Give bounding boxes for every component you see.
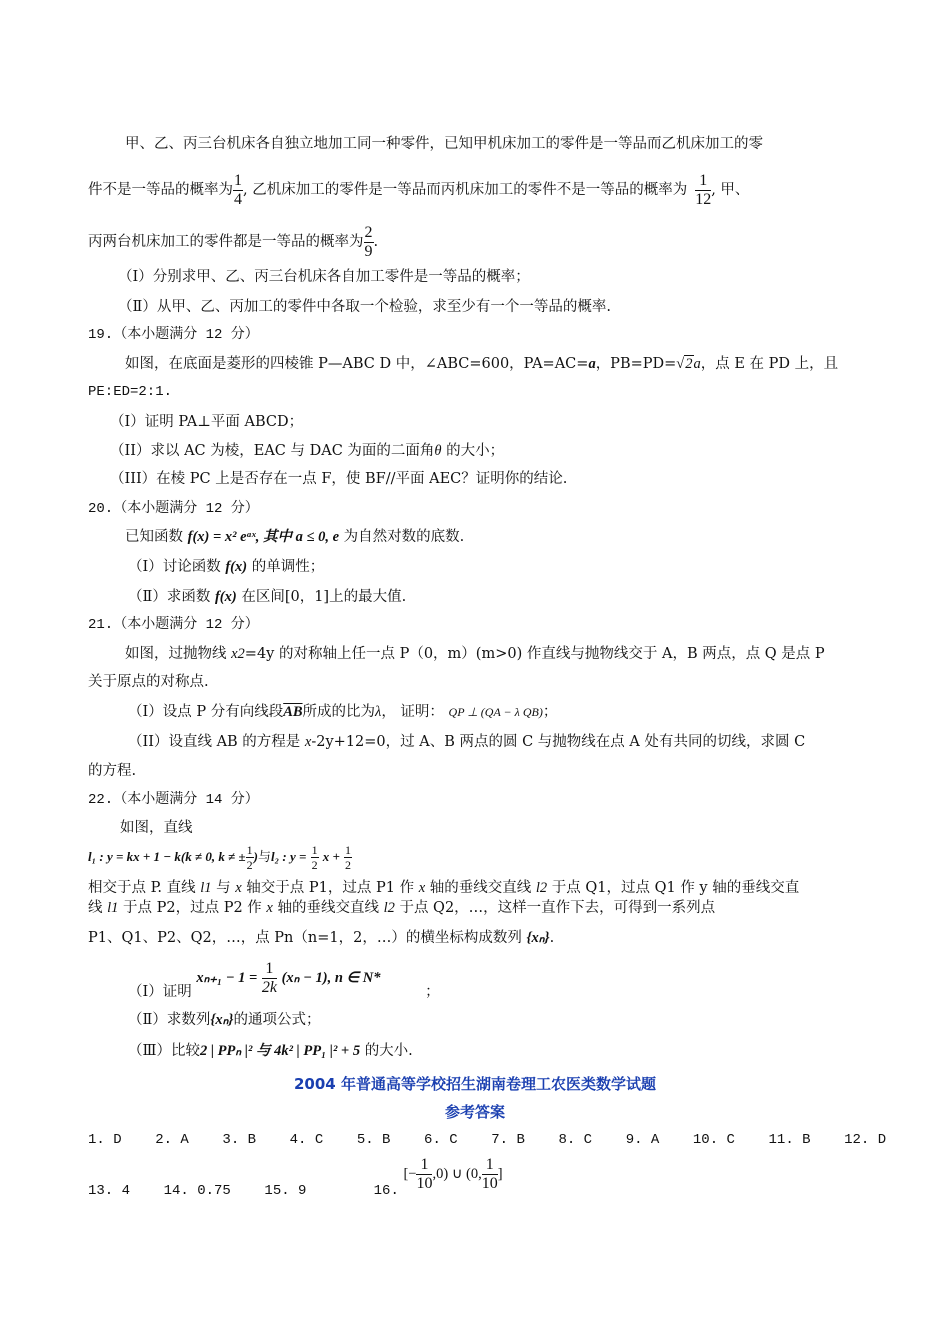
q18-line1: 甲、乙、丙三台机床各自独立地加工同一种零件，已知甲机床加工的零件是一等品而乙机床加工的零	[125, 136, 763, 152]
q18-line2-text-c: , 甲、	[711, 182, 750, 198]
q19-part1: （I）证明 PA⊥平面 ABCD；	[110, 414, 304, 430]
q21-part2-a: （II）设直线 AB 的方程是	[128, 734, 305, 750]
q22-part1: （Ⅰ）证明 xₙ₊₁ − 1 = $\frac{1}{2k}$ (xₙ − 1), n ∈ N* ；	[128, 959, 440, 1000]
q19-header: 19.（本小题满分 12 分）	[88, 327, 259, 343]
q22-lines-formula	[88, 838, 352, 877]
q21-line1-b: =4y 的对称轴上任一点 P（0，m）(m>0) 作直线与抛物线交于 A，B 两点，点 Q 是点 P	[244, 646, 825, 662]
fraction-two-ninths: $\frac{2}{9}$	[364, 223, 373, 260]
fraction-half: $\frac{1}{2}$	[311, 843, 318, 872]
q22-part2: （Ⅱ）求数列{xₙ}的通项公式；	[128, 1012, 321, 1028]
q21-part1-a: （I）设点 P 分有向线段	[128, 704, 284, 720]
q19-part2-a: （II）求以 AC 为棱，EAC 与 DAC 为面的二面角	[110, 443, 435, 459]
q21-part2-cont: 的方程.	[88, 763, 137, 779]
q21-part1-c: ， 证明：	[381, 704, 444, 720]
var-x: x	[304, 734, 312, 750]
answers-row2-text: 13. 4 14. 0.75 15. 9 16.	[88, 1183, 399, 1199]
q21-header: 21.（本小题满分 12 分）	[88, 617, 259, 633]
connector-yu: 与	[258, 850, 272, 865]
q21-part1	[128, 701, 557, 723]
fx-symbol: f(x)	[225, 559, 248, 575]
line-l1-formula: l₁ : y = kx + 1 − k(k ≠ 0, k ≠ ±	[88, 849, 246, 864]
sequence-xn: {xₙ}	[210, 1012, 234, 1028]
q21-part2	[128, 731, 805, 753]
q19-line1-a: 如图，在底面是菱形的四棱锥 P—ABC D 中，∠ABC=600，PA=AC=	[125, 356, 589, 372]
q19-line2: PE:ED=2:1.	[88, 384, 173, 400]
q20-intro	[125, 526, 464, 548]
fraction-one-twelfth: $\frac{1}{12}$	[695, 171, 712, 208]
q22-line3: P1、Q1、P2、Q2，…，点 Pn（n=1，2，…）的横坐标构成数列 {xₙ}.	[88, 930, 555, 946]
q20-part1-b: 的单调性；	[251, 559, 325, 575]
answers-row1: 1. D 2. A 3. B 4. C 5. B 6. C 7. B 8. C 9. A 10. C 11. B 12. D	[88, 1132, 887, 1148]
q19-part3: （III）在棱 PC 上是否存在一点 F，使 BF//平面 AEC？证明你的结论.	[110, 471, 568, 487]
q18-part2: （Ⅱ）从甲、乙、丙加工的零件中各取一个检验，求至少有一个一等品的概率.	[118, 299, 611, 315]
q21-part2-b: -2y+12=0，过 A、B 两点的圆 C 与抛物线在点 A 处有共同的切线，求圆 C	[311, 734, 806, 750]
answer-16-interval: [− $\frac{1}{10}$ ,0) ∪ (0, $\frac{1}{10}$ ]	[403, 1156, 503, 1193]
q18-line2-text-b: , 乙机床加工的零件是一等品而丙机床加工的零件不是一等品的概率为	[243, 182, 688, 198]
fraction-one-quarter: $\frac{1}{4}$	[234, 171, 242, 208]
q20-intro-b: 为自然对数的底数.	[343, 529, 465, 545]
q20-part1-a: （Ⅰ）讨论函数	[128, 559, 221, 575]
sequence-xn: {xₙ}	[526, 930, 550, 946]
q19-line1-b: ，PB=PD=	[595, 356, 677, 372]
vector-formula: QP ⊥ (QA − λ QB)	[448, 705, 543, 719]
q20-part1	[128, 556, 324, 578]
q20-header: 20.（本小题满分 12 分）	[88, 501, 259, 517]
q18-line2	[88, 170, 749, 210]
recurrence-rhs: (xₙ − 1), n ∈ N*	[281, 970, 381, 986]
q21-line1-a: 如图，过抛物线	[125, 646, 232, 662]
answers-row2	[88, 1152, 503, 1197]
fx-symbol: f(x)	[214, 589, 237, 605]
var-a: a	[588, 356, 596, 372]
q22-line1: 相交于点 P. 直线 l1 与 x 轴交于点 P1，过点 P1 作 x 轴的垂线交直线 l2 于点 Q1，过点 Q1 作 y 轴的垂线交直	[88, 880, 800, 896]
var-x2: x2	[231, 646, 245, 662]
fraction-one-over-2k: $\frac{1}{2k}$	[261, 959, 277, 996]
sqrt-expression: √2a	[676, 356, 701, 372]
compare-expression: 2 | PPₙ |² 与 4k² | PP₁ |² + 5	[199, 1043, 361, 1059]
q21-part1-d: ；	[542, 704, 558, 720]
q18-part1: （Ⅰ）分别求甲、乙、丙三台机床各自加工零件是一等品的概率；	[118, 269, 530, 285]
q21-part1-b: 所成的比为	[302, 704, 376, 720]
q18-line3	[88, 222, 378, 262]
function-formula: f(x) = x² eᵃˣ, 其中 a ≤ 0, e	[187, 529, 340, 545]
q18-line3-text: 丙两台机床加工的零件都是一等品的概率为	[88, 234, 364, 250]
fraction-half: $\frac{1}{2}$	[345, 843, 352, 872]
q19-line1-c: ，点 E 在 PD 上，且	[700, 356, 839, 372]
line-l2-mid: x +	[322, 849, 340, 864]
q18-line2-text-a: 件不是一等品的概率为	[88, 182, 233, 198]
answers-title: 2004 年普通高等学校招生湖南卷理工农医类数学试题	[294, 1075, 656, 1093]
fraction-half: $\frac{1}{2}$	[246, 843, 253, 872]
q22-part3: （Ⅲ）比较2 | PPₙ |² 与 4k² | PP₁ |² + 5 的大小.	[128, 1043, 413, 1059]
q19-part2	[110, 440, 504, 462]
q22-line2: 线 l1 于点 P2，过点 P2 作 x 轴的垂线交直线 l2 于点 Q2，…，这样一直作下去，可得到一系列点	[88, 900, 716, 916]
q19-part2-b: 的大小；	[441, 443, 505, 459]
q21-line2: 关于原点的对称点.	[88, 674, 209, 690]
q20-part2	[128, 586, 406, 608]
paren-close: )	[253, 849, 259, 864]
q22-intro: 如图，直线	[120, 820, 193, 836]
q18-line3-end: .	[373, 234, 379, 250]
vector-ab: $\overline{AB}$	[283, 704, 303, 720]
q21-line1	[125, 643, 825, 665]
theta-symbol: θ	[434, 443, 442, 459]
q20-part2-b: 在区间[0，1]上的最大值.	[241, 589, 407, 605]
q20-part2-a: （Ⅱ）求函数	[128, 589, 211, 605]
q19-line1	[125, 353, 838, 375]
q22-header: 22.（本小题满分 14 分）	[88, 792, 259, 808]
recurrence-lhs: xₙ₊₁ − 1 =	[196, 970, 258, 986]
answers-subtitle: 参考答案	[444, 1103, 505, 1121]
lambda-symbol: λ	[375, 704, 382, 720]
q20-intro-a: 已知函数	[125, 529, 183, 545]
line-l2-formula: l₂ : y =	[271, 849, 307, 864]
